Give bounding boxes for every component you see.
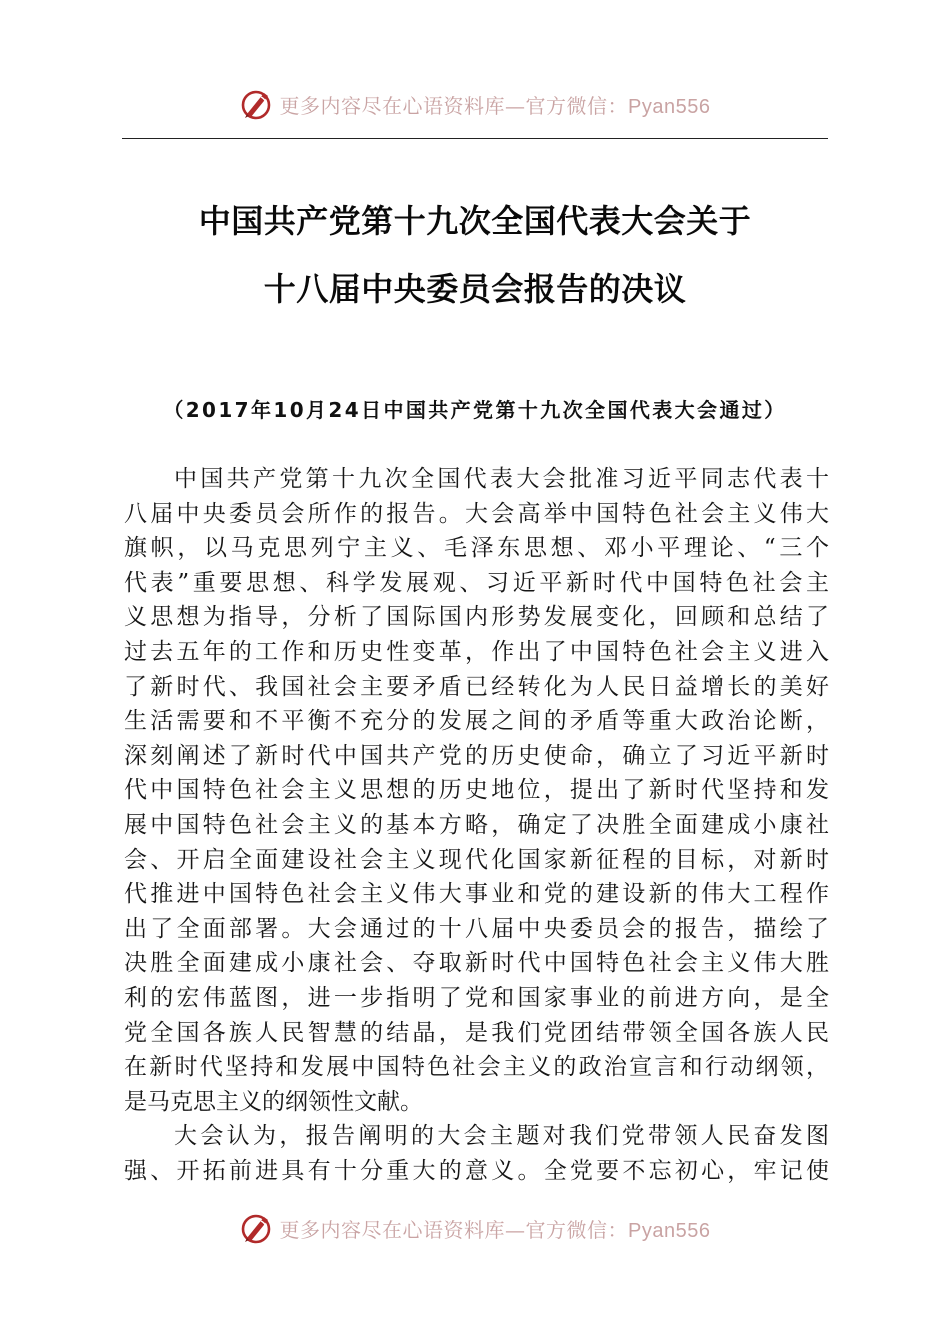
text-line: 代表”重要思想、科学发展观、习近平新时代中国特色社会主 — [124, 569, 829, 596]
watermark-label: 更多内容尽在心语资料库—官方微信： — [279, 1217, 629, 1242]
text-line: 利的宏伟蓝图，进一步指明了党和国家事业的前进方向，是全 — [124, 984, 829, 1011]
text-line: 会、开启全面建设社会主义现代化国家新征程的目标，对新时 — [124, 846, 829, 873]
header-divider — [122, 138, 828, 139]
document-title-line-1: 中国共产党第十九次全国代表大会关于 — [198, 202, 752, 240]
watermark-group — [240, 1211, 711, 1245]
watermark-wechat-id: Pyan556 — [628, 95, 711, 118]
text-line: 决胜全面建成小康社会、夺取新时代中国特色社会主义伟大胜 — [124, 950, 829, 977]
watermark-text — [280, 90, 711, 119]
document-title-line-2: 十八届中央委员会报告的决议 — [263, 270, 687, 308]
header-watermark — [0, 82, 950, 126]
text-line: 大会认为，报告阐明的大会主题对我们党带领人民奋发图 — [174, 1123, 829, 1150]
text-line: 党全国各族人民智慧的结晶，是我们党团结带领全国各族人民 — [124, 1019, 829, 1046]
text-line: 八届中央委员会所作的报告。大会高举中国特色社会主义伟大 — [124, 500, 829, 527]
text-line: 义思想为指导，分析了国际国内形势发展变化，回顾和总结了 — [124, 604, 829, 631]
text-line: 是马克思主义的纲领性文献。 — [124, 1088, 423, 1115]
document-body — [124, 462, 829, 1188]
watermark-wechat-id: Pyan556 — [628, 1219, 711, 1242]
watermark-text — [280, 1214, 711, 1243]
text-line: 强、开拓前进具有十分重大的意义。全党要不忘初心，牢记使 — [124, 1157, 829, 1184]
text-line: 代推进中国特色社会主义伟大事业和党的建设新的伟大工程作 — [124, 881, 829, 908]
document-subtitle: （2017年10月24日中国共产党第十九次全国代表大会通过） — [163, 398, 787, 422]
pen-logo-icon — [240, 87, 274, 121]
text-line: 代中国特色社会主义思想的历史地位，提出了新时代坚持和发 — [124, 777, 829, 804]
text-line: 过去五年的工作和历史性变革，作出了中国特色社会主义进入 — [124, 638, 829, 665]
text-line: 生活需要和不平衡不充分的发展之间的矛盾等重大政治论断， — [124, 708, 829, 735]
text-line: 深刻阐述了新时代中国共产党的历史使命，确立了习近平新时 — [124, 742, 829, 769]
paragraph-2 — [124, 1119, 829, 1188]
watermark-group — [240, 87, 711, 121]
text-line: 展中国特色社会主义的基本方略，确定了决胜全面建成小康社 — [124, 811, 829, 838]
text-line: 中国共产党第十九次全国代表大会批准习近平同志代表十 — [174, 466, 829, 492]
footer-watermark — [0, 1206, 950, 1250]
paragraph-1 — [124, 462, 829, 1119]
text-line: 出了全面部署。大会通过的十八届中央委员会的报告，描绘了 — [124, 915, 829, 942]
watermark-label: 更多内容尽在心语资料库—官方微信： — [279, 93, 629, 118]
text-line: 在新时代坚持和发展中国特色社会主义的政治宣言和行动纲领， — [124, 1054, 829, 1081]
pen-logo-icon — [240, 1211, 274, 1245]
text-line: 了新时代、我国社会主要矛盾已经转化为人民日益增长的美好 — [124, 673, 829, 700]
text-line: 旗帜，以马克思列宁主义、毛泽东思想、邓小平理论、“三个 — [124, 535, 829, 562]
